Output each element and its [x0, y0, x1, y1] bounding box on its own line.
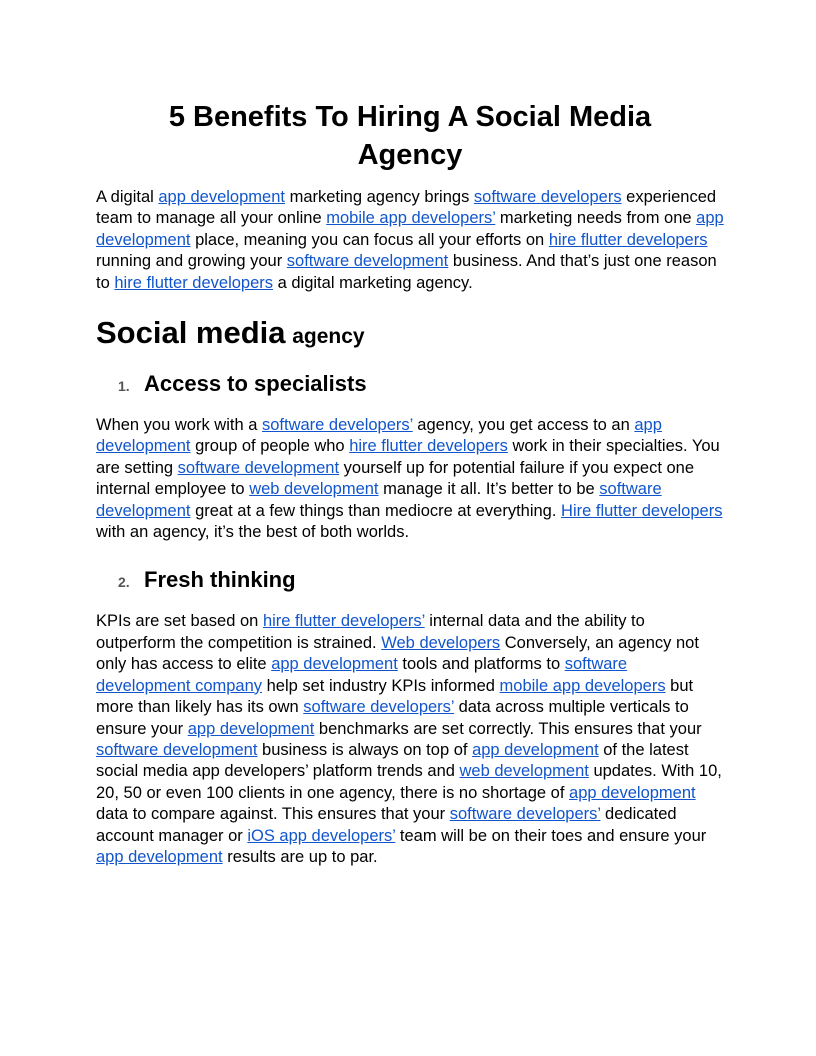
list-item-paragraph-2: KPIs are set based on hire flutter developers’ internal data and the ability to outperform the competition is strained. Web developers Conversely, an agency not only has access to elite app development tools and platforms to software development company help set industry KPIs informed mobile app developers but more than likely has its own software developers’ data across multiple verticals to ensure your app development benchmarks are set correctly. This ensures that your software development business is always on top of app development of the latest social media app developers’ platform trends and web development updates. With 10, 20, 50 or even 100 clients in one agency, there is no shortage of app development data to compare against. This ensures that your software developers’ dedicated account manager or iOS app developers’ team will be on their toes and ensure your app development results are up to par.: [96, 612, 722, 866]
hyperlink[interactable]: hire flutter developers: [349, 437, 508, 456]
page-title: 5 Benefits To Hiring A Social Media Agency: [168, 101, 652, 171]
section-heading-main: Social media: [96, 315, 286, 351]
hyperlink[interactable]: app development: [187, 719, 315, 738]
section-heading-sub: agency: [292, 325, 365, 349]
document-page: [96, 98, 724, 892]
hyperlink[interactable]: mobile app developers: [499, 676, 666, 695]
hyperlink[interactable]: software developers’: [303, 698, 454, 717]
hyperlink[interactable]: software development: [96, 480, 662, 520]
list-number: 1.: [118, 378, 130, 395]
hyperlink[interactable]: iOS app developers’: [247, 826, 396, 845]
list-heading-text: Fresh thinking: [144, 567, 296, 593]
hyperlink[interactable]: software development company: [96, 655, 628, 695]
hyperlink[interactable]: hire flutter developers’: [262, 612, 425, 631]
hyperlink[interactable]: hire flutter developers: [114, 273, 274, 292]
section-heading: [96, 313, 724, 357]
hyperlink[interactable]: software development: [286, 252, 449, 271]
hyperlink[interactable]: Web developers: [381, 633, 501, 652]
hyperlink[interactable]: software development: [177, 458, 340, 477]
hyperlink[interactable]: web development: [249, 480, 379, 499]
hyperlink[interactable]: software developers’: [261, 416, 413, 435]
hyperlink[interactable]: mobile app developers’: [326, 209, 496, 228]
hyperlink[interactable]: software development: [96, 740, 258, 759]
hyperlink[interactable]: hire flutter developers: [548, 230, 708, 249]
list-item-heading-1: [118, 371, 724, 397]
list-number: 2.: [118, 574, 130, 591]
hyperlink[interactable]: app development: [96, 209, 724, 249]
list-item-heading-2: [118, 567, 724, 593]
hyperlink[interactable]: app development: [472, 740, 599, 759]
hyperlink[interactable]: Hire flutter developers: [561, 501, 723, 520]
hyperlink[interactable]: app development: [96, 847, 223, 866]
list-heading-text: Access to specialists: [144, 371, 367, 397]
hyperlink[interactable]: app development: [96, 416, 662, 456]
hyperlink[interactable]: app development: [158, 188, 285, 206]
hyperlink[interactable]: software developers’: [449, 805, 601, 824]
intro-paragraph: A digital app development marketing agency brings software developers experienced team to manage all your online mobile app developers’ marketing needs from one app development place, meaning you can focus all your efforts on hire flutter developers running and growing your software development business. And that’s just one reason to hire flutter developers a digital marketing agency.: [96, 188, 724, 292]
hyperlink[interactable]: web development: [459, 762, 589, 781]
hyperlink[interactable]: app development: [569, 783, 696, 802]
hyperlink[interactable]: software developers: [473, 188, 622, 206]
list-item-paragraph-1: When you work with a software developers’ agency, you get access to an app development group of people who hire flutter developers work in their specialties. You are setting software development yourself up for potential failure if you expect one internal employee to web development manage it all. It’s better to be software development great at a few things than mediocre at everything. Hire flutter developers with an agency, it’s the best of both worlds.: [96, 416, 723, 542]
hyperlink[interactable]: app development: [271, 655, 398, 674]
